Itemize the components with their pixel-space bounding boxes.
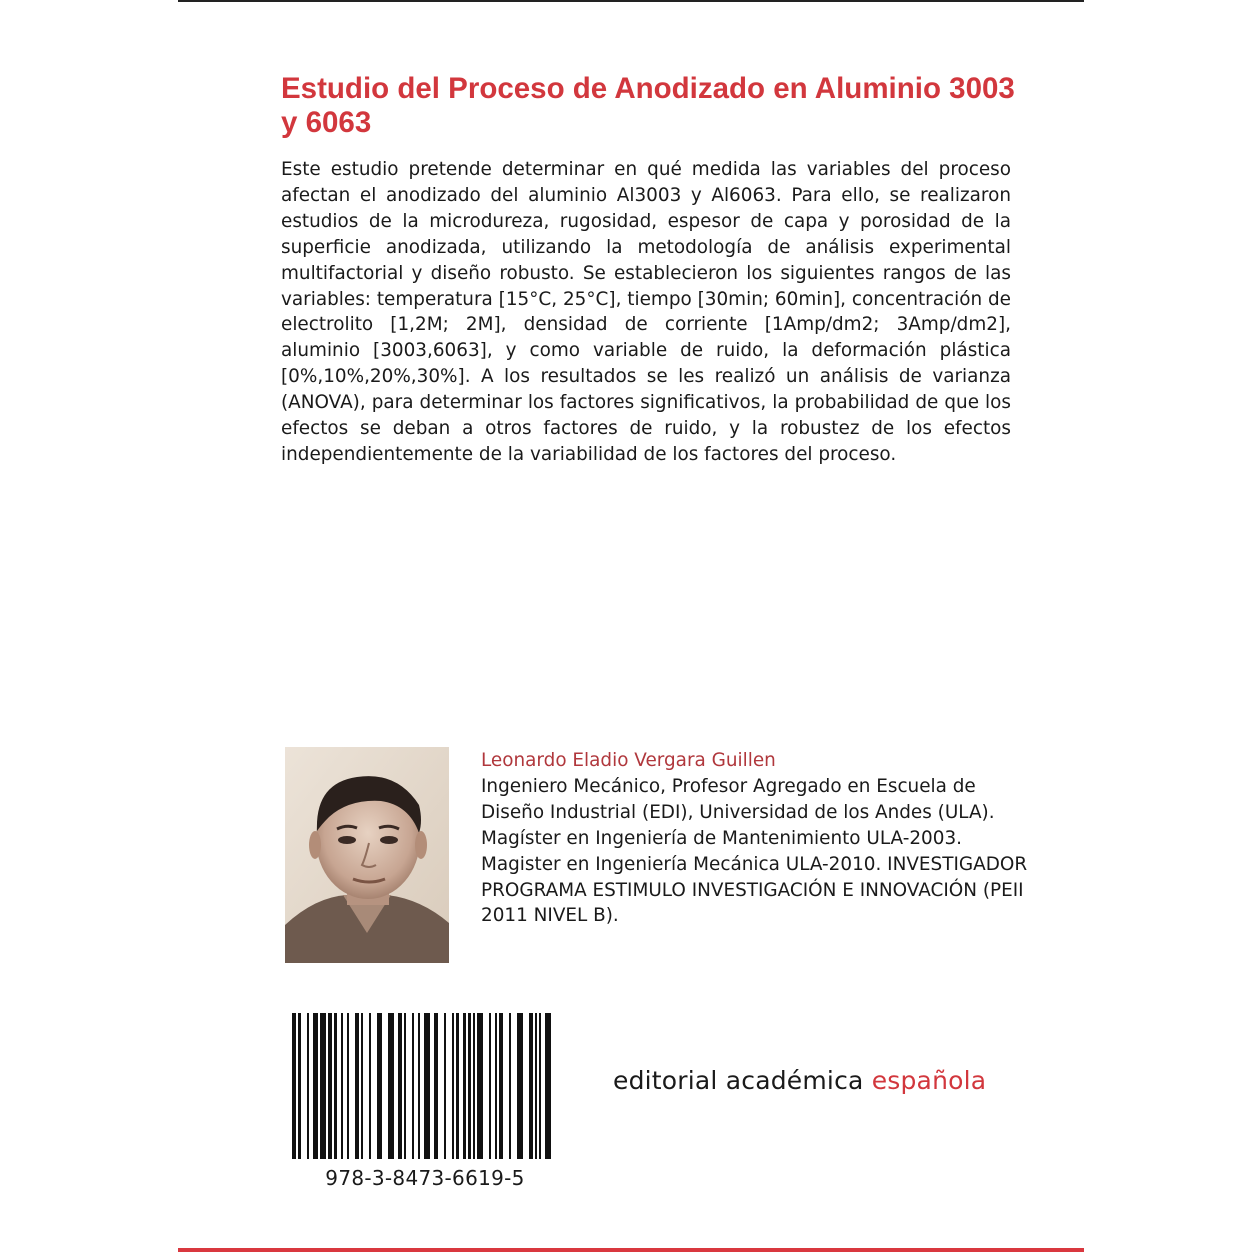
barcode-bar [298,1013,301,1159]
author-photo [285,747,449,963]
book-abstract: Este estudio pretende determinar en qué medida las variables del proceso afectan el anodizado del aluminio Al3003 y Al6063. Para ello, se realizaron estudios de la microdureza, rugosidad, espesor de capa y porosidad de la superficie anodizada, utilizando la metodología de análisis experimental multifactorial y diseño robusto. Se establecieron los siguientes rangos de las variables: temperatura [15°C, 25°C], tiempo [30min; 60min], concentración de electrolito [1,2M; 2M], densidad de corriente [1Amp/dm2; 3Amp/dm2], aluminio [3003,6063], y como variable de ruido, la deformación plástica [0%,10%,20%,30%]. A los resultados se les realizó un análisis de varianza (ANOVA), para determinar los factores significativos, la probabilidad de que los efectos se deban a otros factores de ruido, y la robustez de los efectos independientemente de la variabilidad de los factores del proceso. [281,159,1011,465]
author-bio: Ingeniero Mecánico, Profesor Agregado en Escuela de Diseño Industrial (EDI), Universidad de los Andes (ULA). Magíster en Ingeniería de Mantenimiento ULA-2003. Magister en Ingeniería Mecánica ULA-2010. INVESTIGADOR PROGRAMA ESTIMULO INVESTIGACIÓN E INNOVACIÓN (PEII 2011 NIVEL B). [481,775,1028,927]
barcode-bar [418,1013,420,1159]
barcode-bar [489,1013,491,1159]
barcode-bar [334,1013,337,1159]
barcode-bar [398,1013,402,1159]
barcode-bar [328,1013,332,1159]
isbn-number: 978-3-8473-6619-5 [325,1166,525,1190]
barcode-bar [388,1013,394,1159]
publisher-name-part1: editorial académica [613,1066,872,1095]
barcode-bar [477,1013,483,1159]
author-name: Leonardo Eladio Vergara Guillen [481,750,776,771]
barcode-bar [456,1013,459,1159]
barcode-bar [320,1013,326,1159]
barcode-bar [473,1013,475,1159]
barcode-bar [292,1013,296,1159]
top-rule [178,0,1084,2]
barcode-bar [452,1013,454,1159]
barcode-bar [444,1013,446,1159]
barcode-bar [499,1013,503,1159]
barcode-bar [369,1013,371,1159]
barcode-bar [539,1013,541,1159]
bottom-rule [178,1248,1084,1252]
publisher-logo [613,1066,986,1095]
barcode-bar [535,1013,537,1159]
barcode-bar [341,1013,343,1159]
barcode-bar [412,1013,414,1159]
barcode-bar [377,1013,382,1159]
barcode-bar [495,1013,497,1159]
barcode-bar [545,1013,551,1159]
barcode-bar [434,1013,438,1159]
isbn-barcode [292,1013,558,1159]
barcode-bar [509,1013,511,1159]
barcode-bar [529,1013,533,1159]
author-block [481,748,1041,929]
barcode-bar [361,1013,363,1159]
barcode-bar [424,1013,430,1159]
barcode-bar [463,1013,466,1159]
publisher-name-part2: española [871,1066,987,1095]
barcode-bar [347,1013,349,1159]
barcode-bar [307,1013,309,1159]
barcode-bar [404,1013,406,1159]
book-title: Estudio del Proceso de Anodizado en Aluminio 3003 y 6063 [281,72,1015,139]
barcode-bar [355,1013,359,1159]
barcode-bar [468,1013,471,1159]
barcode-bar [313,1013,318,1159]
barcode-bar [517,1013,523,1159]
